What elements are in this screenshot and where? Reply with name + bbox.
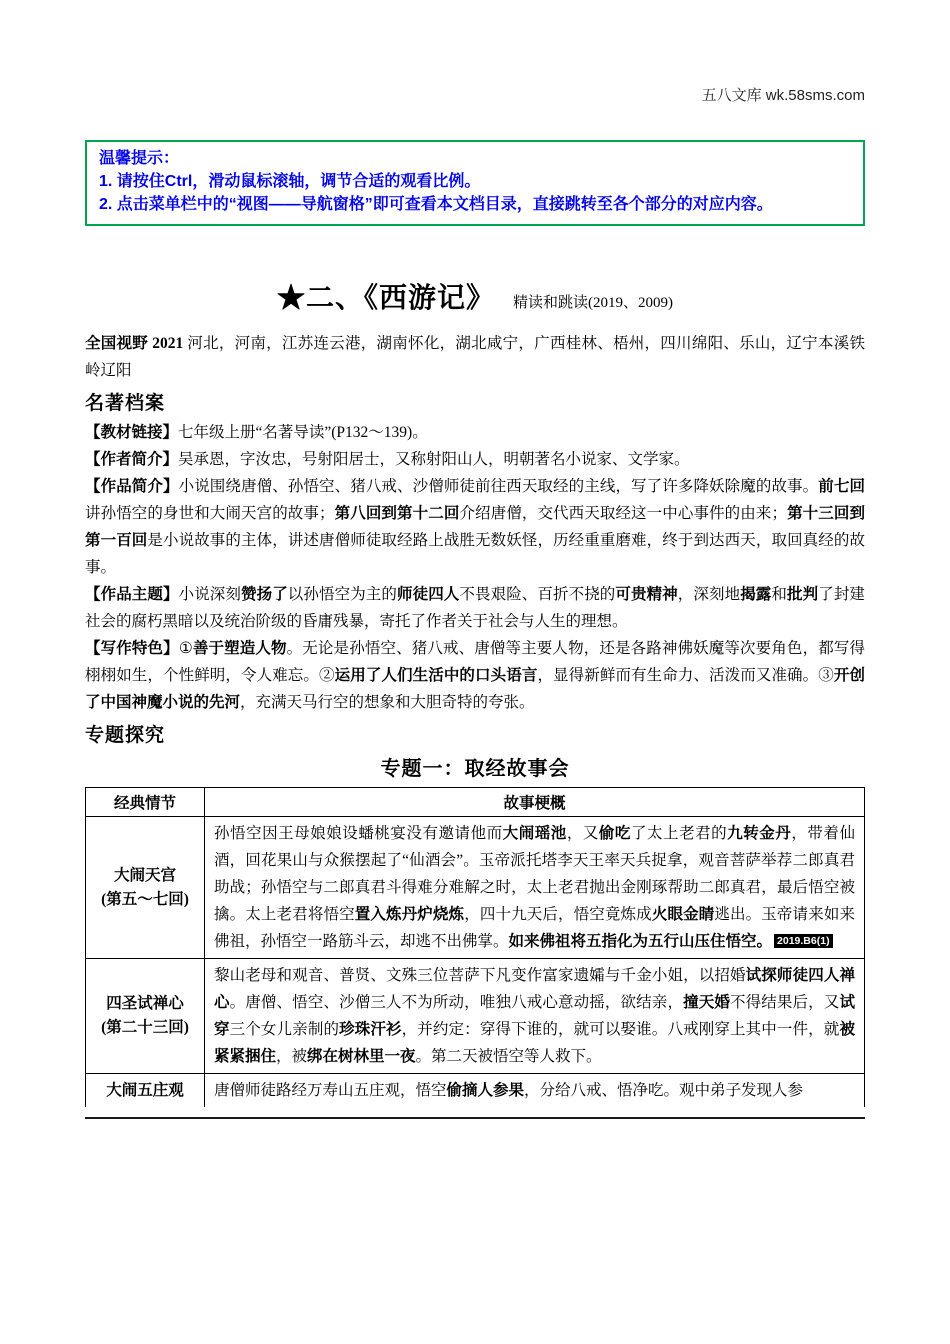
bold-text-run: 前七回 bbox=[818, 478, 865, 495]
bold-text-run: 大闹瑶池 bbox=[502, 825, 567, 842]
notice-line-1: 1. 请按住Ctrl，滑动鼠标滚轴，调节合适的观看比例。 bbox=[99, 173, 481, 190]
exam-year-badge: 2019.B6(1) bbox=[774, 934, 833, 948]
bold-text-run: 【教材链接】 bbox=[85, 424, 179, 441]
bold-text-run: 【写作特色】 bbox=[85, 640, 179, 657]
story-summary-table bbox=[85, 787, 865, 1107]
bold-text-run: 珍珠汗衫 bbox=[339, 1021, 402, 1038]
text-run: 。第二天被悟空等人救下。 bbox=[415, 1048, 602, 1065]
text-run: 了封建社会的腐朽黑暗以及统治阶级的昏庸残暴，寄托了作者关于社会与人生的理想。 bbox=[85, 586, 865, 630]
text-run: 了太上老君的 bbox=[630, 825, 728, 842]
table-row-sisheng-shichanxin bbox=[86, 959, 865, 1074]
bold-text-run: 全国视野 2021 bbox=[85, 335, 188, 352]
text-run: 小说深刻 bbox=[178, 586, 241, 603]
section-heading-archive: 名著档案 bbox=[85, 393, 166, 414]
plot-chapter: (第五～七回) bbox=[101, 890, 189, 908]
text-run: ，四十九天后，悟空竟炼成 bbox=[464, 906, 652, 923]
plot-chapter: (第二十三回) bbox=[101, 1019, 189, 1036]
summary-cell bbox=[205, 959, 865, 1074]
bold-text-run: 试探师徒四人禅心 bbox=[214, 967, 855, 1011]
bold-text-run: 运用了人们生活中的口头语言 bbox=[334, 667, 538, 684]
bold-text-run: 师徒四人 bbox=[397, 586, 460, 603]
text-run: ，充满天马行空的想象和大胆奇特的夸张。 bbox=[240, 694, 535, 711]
plot-name-cell bbox=[86, 959, 205, 1074]
table-row-danao-tiangong bbox=[86, 817, 865, 959]
page-title: ★二、《西游记》 bbox=[276, 283, 495, 314]
text-run: 介绍唐僧，交代西天取经这一中心事件的由来； bbox=[459, 505, 787, 522]
bold-text-run: 【作品主题】 bbox=[85, 586, 179, 603]
bold-text-run: 第十三回到第一百回 bbox=[85, 505, 865, 549]
col-header-summary: 故事梗概 bbox=[205, 788, 865, 817]
text-run: 唐僧师徒路经万寿山五庄观，悟空 bbox=[214, 1082, 447, 1099]
summary-cell bbox=[205, 817, 865, 959]
text-run: ，带着仙酒，回花果山与众猴摆起了“仙酒会”。玉帝派托塔李天王率天兵捉拿，观音菩萨举荐二郎真君助战；孙悟空与二郎真君斗得难分难解之时，太上老君抛出金刚琢帮助二郎真君，最后悟空被擒。太上老君将悟空 bbox=[214, 825, 855, 923]
bold-text-run: 可贵精神 bbox=[615, 586, 678, 603]
text-run: 河北，河南，江苏连云港，湖南怀化，湖北咸宁，广西桂林、梧州，四川绵阳、乐山，辽宁本溪铁岭辽阳 bbox=[85, 335, 865, 379]
paragraph-author-intro bbox=[85, 446, 865, 473]
topic-title: 专题一：取经故事会 bbox=[380, 758, 570, 780]
col-header-plot: 经典情节 bbox=[86, 788, 205, 817]
text-run: 是小说故事的主体，讲述唐僧师徒取经路上战胜无数妖怪，历经重重磨难，终于到达西天，取回真经的故事。 bbox=[85, 532, 865, 576]
text-run: 小说围绕唐僧、孙悟空、猪八戒、沙僧师徒前往西天取经的主线，写了许多降妖除魔的故事。 bbox=[178, 478, 819, 495]
text-run: 七年级上册“名著导读”(P132～139)。 bbox=[178, 424, 428, 441]
text-run: 黎山老母和观音、普贤、文殊三位菩萨下凡变作富家遗孀与千金小姐，以招婚 bbox=[214, 967, 746, 984]
bold-text-run: 试穿 bbox=[214, 994, 855, 1038]
text-run: 。唐僧、悟空、沙僧三人不为所动，唯独八戒心意动摇，欲结亲， bbox=[229, 994, 684, 1011]
text-run: ，深刻地 bbox=[677, 586, 741, 603]
bold-text-run: 火眼金睛 bbox=[651, 906, 715, 923]
text-run: ，显得新鲜而有生命力、活泼而又准确。③ bbox=[537, 667, 834, 684]
bold-text-run: 置入炼丹炉烧炼 bbox=[354, 906, 465, 923]
text-run: ① bbox=[178, 640, 193, 657]
bold-text-run: 绑在树林里一夜 bbox=[307, 1048, 416, 1065]
bold-text-run: 批判 bbox=[787, 586, 819, 603]
summary-cell bbox=[205, 1074, 865, 1108]
bold-text-run: 【作品简介】 bbox=[85, 478, 179, 495]
text-run: ，并约定：穿得下谁的，就可以娶谁。八戒刚穿上其中一件，就 bbox=[401, 1021, 840, 1038]
text-run: 和 bbox=[771, 586, 788, 603]
paragraph-writing-style bbox=[85, 635, 865, 716]
doc-title-row bbox=[85, 276, 865, 316]
paragraph-textbook-link bbox=[85, 419, 865, 446]
text-run: 以孙悟空为主的 bbox=[287, 586, 397, 603]
text-run: 三个女儿亲制的 bbox=[229, 1021, 340, 1038]
text-run: ，又 bbox=[566, 825, 599, 842]
bold-text-run: 揭露 bbox=[740, 586, 772, 603]
bold-text-run: 善于塑造人物 bbox=[192, 640, 287, 657]
bold-text-run: 开创了中国神魔小说的先河 bbox=[85, 667, 865, 711]
text-run: ，分给八戒、悟净吃。观中弟子发现人参 bbox=[524, 1082, 804, 1099]
table-clip-area bbox=[85, 787, 865, 1107]
bold-text-run: 赞扬了 bbox=[241, 586, 288, 603]
bold-text-run: 九转金丹 bbox=[727, 825, 792, 842]
plot-name: 大闹五庄观 bbox=[106, 1081, 184, 1099]
notice-box bbox=[85, 140, 865, 226]
notice-title: 温馨提示： bbox=[99, 150, 180, 167]
bold-text-run: 如来佛祖将五指化为五行山压住悟空。 bbox=[508, 933, 773, 950]
text-run: 孙悟空因王母娘娘设蟠桃宴没有邀请他而 bbox=[214, 825, 503, 842]
notice-line-2: 2. 点击菜单栏中的“视图——导航窗格”即可查看本文档目录，直接跳转至各个部分的对应内容。 bbox=[99, 196, 773, 213]
bold-text-run: 偷摘人参果 bbox=[446, 1082, 525, 1099]
bold-text-run: 偷吃 bbox=[598, 825, 631, 842]
section-heading-topic: 专题探究 bbox=[85, 725, 166, 746]
bold-text-run: 撞天婚 bbox=[683, 994, 730, 1011]
table-header-row bbox=[86, 788, 865, 817]
table-row-danao-wuzhuangguan bbox=[86, 1074, 865, 1108]
plot-name: 四圣试禅心 bbox=[106, 995, 184, 1012]
plot-name-cell bbox=[86, 817, 205, 959]
plot-name: 大闹天宫 bbox=[113, 866, 176, 884]
text-run: 不得结果后，又 bbox=[730, 994, 840, 1011]
text-run: 逃出。玉帝请来如来佛祖，孙悟空一路筋斗云，却逃不出佛掌。 bbox=[214, 906, 855, 950]
bold-text-run: 被紧紧捆住 bbox=[214, 1021, 855, 1065]
text-run: 吴承恩，字汝忠，号射阳居士，又称射阳山人，明朝著名小说家、文学家。 bbox=[178, 451, 690, 468]
text-run: 讲孙悟空的身世和大闹天宫的故事； bbox=[85, 505, 335, 522]
page-break-line bbox=[85, 1117, 865, 1119]
plot-name-cell bbox=[86, 1074, 205, 1108]
bold-text-run: 【作者简介】 bbox=[85, 451, 179, 468]
bold-text-run: 第八回到第十二回 bbox=[334, 505, 460, 522]
page-subtitle: 精读和跳读(2019、2009) bbox=[513, 295, 673, 311]
paragraph-work-theme bbox=[85, 581, 865, 635]
exam-scope-paragraph bbox=[85, 330, 865, 384]
text-run: 不畏艰险、百折不挠的 bbox=[459, 586, 616, 603]
text-run: ，被 bbox=[276, 1048, 308, 1065]
text-run: 。无论是孙悟空、猪八戒、唐僧等主要人物，还是各路神佛妖魔等次要角色，都写得栩栩如生，个性鲜明，令人难忘。② bbox=[85, 640, 865, 684]
paragraph-work-intro bbox=[85, 473, 865, 581]
site-watermark: 五八文库 wk.58sms.com bbox=[701, 87, 865, 104]
